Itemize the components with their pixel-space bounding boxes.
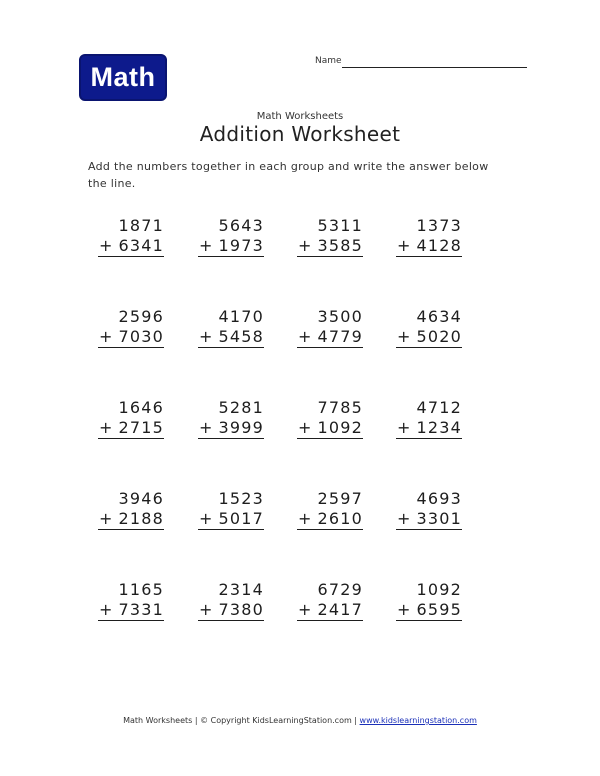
problem xyxy=(98,580,164,621)
problem-top-number: 5311 xyxy=(317,216,363,235)
problem-top-number: 6729 xyxy=(317,580,363,599)
problem-top-number: 2597 xyxy=(317,489,363,508)
plus-sign: + xyxy=(99,600,114,619)
problem-bottom-line xyxy=(396,600,462,621)
problem xyxy=(98,216,164,257)
instructions: Add the numbers together in each group and write the answer below the line. xyxy=(88,160,489,190)
problem-bottom-line xyxy=(98,509,164,530)
problem-bottom-number: 2417 xyxy=(317,600,363,619)
plus-sign: + xyxy=(397,327,412,346)
problem-top-number: 4693 xyxy=(416,489,462,508)
footer-copyright: Math Worksheets | © Copyright KidsLearningStation.com | xyxy=(123,716,360,725)
problem-top-number: 2314 xyxy=(218,580,264,599)
name-label: Name xyxy=(315,56,342,66)
problem-bottom-line xyxy=(396,236,462,257)
problem-bottom-line xyxy=(396,509,462,530)
plus-sign: + xyxy=(397,236,412,255)
problem-top-number: 4634 xyxy=(416,307,462,326)
problem-bottom-number: 5017 xyxy=(218,509,264,528)
problem-bottom-number: 7380 xyxy=(218,600,264,619)
problem xyxy=(198,216,264,257)
problem-bottom-line xyxy=(297,236,363,257)
problem xyxy=(198,489,264,530)
problem-top-number: 4712 xyxy=(416,398,462,417)
problem-bottom-line xyxy=(98,600,164,621)
problem-bottom-number: 2715 xyxy=(118,418,164,437)
problem xyxy=(297,216,363,257)
problem-top-number: 3500 xyxy=(317,307,363,326)
plus-sign: + xyxy=(397,600,412,619)
plus-sign: + xyxy=(99,509,114,528)
plus-sign: + xyxy=(199,327,214,346)
problem xyxy=(297,398,363,439)
problem-top-number: 2596 xyxy=(118,307,164,326)
problem-top-number: 3946 xyxy=(118,489,164,508)
name-line xyxy=(342,67,527,68)
problem-top-number: 1373 xyxy=(416,216,462,235)
plus-sign: + xyxy=(199,236,214,255)
problem-bottom-number: 1092 xyxy=(317,418,363,437)
plus-sign: + xyxy=(298,418,313,437)
problem-bottom-line xyxy=(198,236,264,257)
problem-bottom-number: 2188 xyxy=(118,509,164,528)
plus-sign: + xyxy=(298,600,313,619)
plus-sign: + xyxy=(298,236,313,255)
problem-bottom-number: 2610 xyxy=(317,509,363,528)
problem xyxy=(396,216,462,257)
problem-top-number: 4170 xyxy=(218,307,264,326)
page-subtitle: Math Worksheets xyxy=(256,111,344,122)
plus-sign: + xyxy=(99,236,114,255)
plus-sign: + xyxy=(298,509,313,528)
problem-bottom-line xyxy=(297,418,363,439)
page-title: Addition Worksheet xyxy=(199,122,401,146)
problem xyxy=(198,307,264,348)
problem xyxy=(98,398,164,439)
problem-top-number: 7785 xyxy=(317,398,363,417)
problem-bottom-line xyxy=(396,418,462,439)
problem-bottom-line xyxy=(297,327,363,348)
problem-bottom-number: 3301 xyxy=(416,509,462,528)
problem xyxy=(396,307,462,348)
problem xyxy=(98,307,164,348)
footer-link[interactable]: www.kidslearningstation.com xyxy=(359,716,477,725)
problem-top-number: 5281 xyxy=(218,398,264,417)
problem-bottom-number: 5020 xyxy=(416,327,462,346)
problem-bottom-line xyxy=(297,509,363,530)
problem-bottom-line xyxy=(198,418,264,439)
problem-bottom-line xyxy=(297,600,363,621)
problem-bottom-number: 3585 xyxy=(317,236,363,255)
problem-bottom-number: 6595 xyxy=(416,600,462,619)
problem-bottom-number: 1973 xyxy=(218,236,264,255)
problem-top-number: 5643 xyxy=(218,216,264,235)
problem-bottom-line xyxy=(98,327,164,348)
problem-bottom-line xyxy=(98,236,164,257)
problem-bottom-line xyxy=(198,509,264,530)
problem-bottom-line xyxy=(198,600,264,621)
problem xyxy=(98,489,164,530)
plus-sign: + xyxy=(298,327,313,346)
problem-bottom-number: 1234 xyxy=(416,418,462,437)
problem xyxy=(297,489,363,530)
plus-sign: + xyxy=(199,418,214,437)
plus-sign: + xyxy=(199,600,214,619)
problem-bottom-line xyxy=(98,418,164,439)
math-badge: Math xyxy=(79,54,167,101)
problem-bottom-line xyxy=(396,327,462,348)
plus-sign: + xyxy=(99,418,114,437)
plus-sign: + xyxy=(99,327,114,346)
problem-top-number: 1646 xyxy=(118,398,164,417)
problem-top-number: 1165 xyxy=(118,580,164,599)
problem-top-number: 1092 xyxy=(416,580,462,599)
problem-bottom-number: 5458 xyxy=(218,327,264,346)
problem-top-number: 1523 xyxy=(218,489,264,508)
problem xyxy=(297,580,363,621)
problem xyxy=(396,580,462,621)
problem-bottom-line xyxy=(198,327,264,348)
problem xyxy=(297,307,363,348)
problem xyxy=(198,580,264,621)
problem xyxy=(396,489,462,530)
problem-top-number: 1871 xyxy=(118,216,164,235)
plus-sign: + xyxy=(397,509,412,528)
problem xyxy=(198,398,264,439)
name-field xyxy=(315,56,515,70)
footer xyxy=(0,716,600,725)
problem-bottom-number: 3999 xyxy=(218,418,264,437)
problem-bottom-number: 4128 xyxy=(416,236,462,255)
problem-bottom-number: 7331 xyxy=(118,600,164,619)
plus-sign: + xyxy=(199,509,214,528)
problem-bottom-number: 4779 xyxy=(317,327,363,346)
problem xyxy=(396,398,462,439)
plus-sign: + xyxy=(397,418,412,437)
problem-bottom-number: 7030 xyxy=(118,327,164,346)
problem-bottom-number: 6341 xyxy=(118,236,164,255)
